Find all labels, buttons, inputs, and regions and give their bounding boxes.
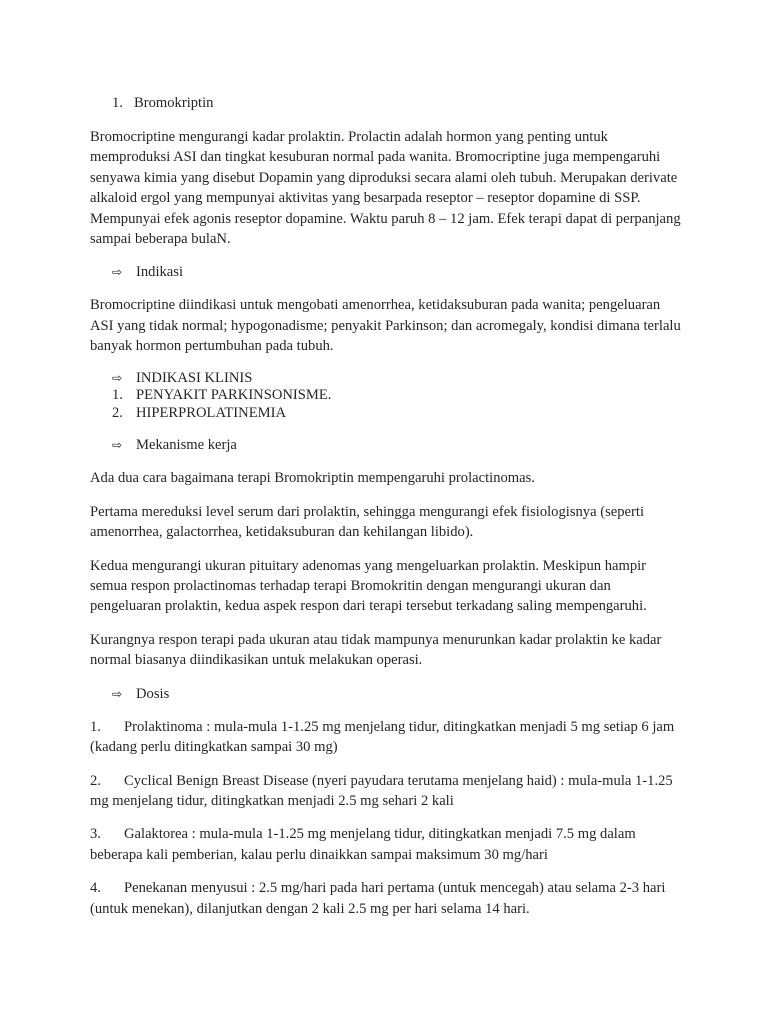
- indikasi-label: Indikasi: [136, 264, 184, 281]
- dose-item: [90, 824, 684, 865]
- dose-text: Cyclical Benign Breast Disease (nyeri payudara terutama menjelang haid) : mula-mula 1-1.25 mg menjelang tidur, ditingkatkan menjadi 2.5 mg sehari 2 kali: [90, 772, 673, 809]
- arrow-icon: ⇨: [112, 686, 123, 701]
- arrow-icon: ⇨: [112, 370, 123, 385]
- indikasi-klinis-label: INDIKASI KLINIS: [136, 369, 253, 386]
- mekanisme-paragraph: Kurangnya respon terapi pada ukuran atau tidak mampunya menurunkan kadar prolaktin ke kadar normal biasanya diindikasikan untuk melakukan operasi.: [90, 631, 662, 669]
- indikasi-klinis-heading: [90, 370, 684, 388]
- dose-item: [90, 878, 684, 919]
- dose-number: 3.: [90, 826, 101, 843]
- dosis-label: Dosis: [136, 685, 170, 702]
- dose-item: [90, 771, 684, 812]
- dose-item: [90, 717, 684, 758]
- dose-text: Galaktorea : mula-mula 1-1.25 mg menjelang tidur, ditingkatkan menjadi 7.5 mg dalam beberapa kali pemberian, kalau perlu dinaikkan sampai maksimum 30 mg/hari: [90, 826, 636, 863]
- dose-number: 4.: [90, 880, 101, 897]
- dose-number: 1.: [90, 718, 101, 735]
- section-number: 1.: [112, 95, 123, 111]
- dose-text: Prolaktinoma : mula-mula 1-1.25 mg menjelang tidur, ditingkatkan menjadi 5 mg setiap 6 jam (kadang perlu ditingkatkan sampai 30 mg): [90, 718, 675, 756]
- list-item-number: 1.: [112, 387, 123, 404]
- intro-paragraph: Bromocriptine mengurangi kadar prolaktin. Prolactin adalah hormon yang penting untuk memproduksi ASI dan tingkat kesuburan normal pada wanita. Bromocriptine juga mempengaruhi senyawa kimia yang disebut Dopamin yang diproduksi secara alami oleh tubuh. Merupakan derivate alkaloid ergol yang mempunyai aktivitas yang besarpada reseptor – reseptor dopamine di SSP. Mempunyai efek agonis reseptor dopamine. Waktu paruh 8 – 12 jam. Efek terapi dapat di perpanjang sampai beberapa bulaN.: [90, 129, 681, 248]
- dosis-heading: [90, 684, 684, 704]
- mekanisme-label: Mekanisme kerja: [136, 437, 237, 454]
- mekanisme-heading: [90, 435, 684, 455]
- list-item-number: 2.: [112, 404, 123, 421]
- section-heading: [90, 93, 684, 113]
- list-item: [90, 405, 684, 423]
- list-item-text: HIPERPROLATINEMIA: [136, 404, 286, 421]
- mekanisme-paragraph: Ada dua cara bagaimana terapi Bromokriptin mempengaruhi prolactinomas.: [90, 470, 535, 487]
- section-title: Bromokriptin: [134, 95, 214, 111]
- list-item-text: PENYAKIT PARKINSONISME.: [136, 387, 332, 404]
- list-item: [90, 387, 684, 405]
- indikasi-paragraph: Bromocriptine diindikasi untuk mengobati amenorrhea, ketidaksuburan pada wanita; pengeluaran ASI yang tidak normal; hypogonadisme; penyakit Parkinson; dan acromegaly, kondisi dimana terlalu banyak hormon pertumbuhan pada tubuh.: [90, 297, 681, 355]
- dose-number: 2.: [90, 772, 101, 789]
- arrow-icon: ⇨: [112, 438, 123, 453]
- indikasi-heading: [90, 262, 684, 282]
- mekanisme-paragraph: Kedua mengurangi ukuran pituitary adenomas yang mengeluarkan prolaktin. Meskipun hampir semua respon prolactinomas terhadap terapi Bromokritin dengan mengurangi ukuran dan pengeluaran prolaktin, kedua aspek respon dari terapi tersebut terkadang saling mempengaruhi.: [90, 557, 647, 615]
- dose-text: Penekanan menyusui : 2.5 mg/hari pada hari pertama (untuk mencegah) atau selama 2-3 hari (untuk menekan), dilanjutkan dengan 2 kali 2.5 mg per hari selama 14 hari.: [90, 880, 666, 917]
- mekanisme-paragraph: Pertama mereduksi level serum dari prolaktin, sehingga mengurangi efek fisiologisnya (seperti amenorrhea, galactorrhea, ketidaksuburan dan kehilangan libido).: [90, 503, 644, 541]
- indikasi-klinis-list: [90, 370, 684, 423]
- arrow-icon: ⇨: [112, 265, 123, 280]
